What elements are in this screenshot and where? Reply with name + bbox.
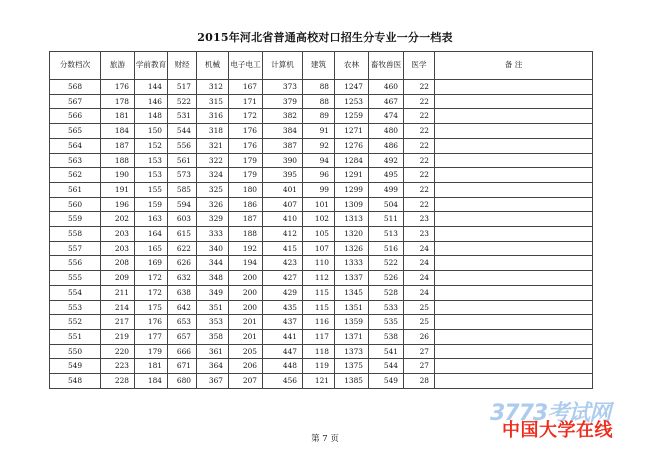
rank-cell: 22 [404, 109, 435, 124]
rank-cell: 1271 [335, 124, 369, 139]
score-cell: 551 [50, 329, 101, 344]
note-cell [435, 285, 593, 300]
note-cell [435, 344, 593, 359]
rank-cell: 504 [369, 197, 404, 212]
note-cell [435, 315, 593, 330]
rank-cell: 159 [135, 197, 168, 212]
table-row [50, 227, 593, 242]
rank-cell: 349 [197, 285, 229, 300]
table-row [50, 138, 593, 153]
note-cell [435, 94, 593, 109]
rank-cell: 26 [404, 329, 435, 344]
rank-cell: 115 [303, 300, 335, 315]
table-row [50, 168, 593, 183]
rank-cell: 437 [263, 315, 303, 330]
rank-cell: 155 [135, 182, 168, 197]
rank-cell: 1313 [335, 212, 369, 227]
rank-cell: 150 [135, 124, 168, 139]
rank-cell: 172 [229, 109, 263, 124]
rank-cell: 318 [197, 124, 229, 139]
rank-cell: 467 [369, 94, 404, 109]
rank-cell: 201 [229, 315, 263, 330]
column-header: 建筑 [303, 52, 335, 80]
score-cell: 550 [50, 344, 101, 359]
rank-cell: 1333 [335, 256, 369, 271]
column-header: 学前教育 [135, 52, 168, 80]
rank-cell: 511 [369, 212, 404, 227]
rank-cell: 390 [263, 153, 303, 168]
rank-cell: 22 [404, 94, 435, 109]
rank-cell: 638 [168, 285, 197, 300]
rank-cell: 594 [168, 197, 197, 212]
rank-cell: 541 [369, 344, 404, 359]
watermark-slogan: 中国大学在线 [502, 420, 613, 441]
rank-cell: 228 [101, 374, 135, 389]
rank-cell: 187 [101, 138, 135, 153]
rank-cell: 22 [404, 124, 435, 139]
rank-cell: 1337 [335, 271, 369, 286]
rank-cell: 22 [404, 153, 435, 168]
rank-cell: 202 [101, 212, 135, 227]
note-cell [435, 197, 593, 212]
rank-cell: 387 [263, 138, 303, 153]
rank-cell: 412 [263, 227, 303, 242]
rank-cell: 22 [404, 197, 435, 212]
rank-cell: 657 [168, 329, 197, 344]
rank-cell: 22 [404, 138, 435, 153]
table-row [50, 182, 593, 197]
table-body [50, 80, 593, 389]
note-cell [435, 256, 593, 271]
rank-cell: 415 [263, 241, 303, 256]
rank-cell: 456 [263, 374, 303, 389]
rank-cell: 615 [168, 227, 197, 242]
rank-cell: 205 [229, 344, 263, 359]
rank-cell: 324 [197, 168, 229, 183]
rank-cell: 163 [135, 212, 168, 227]
rank-cell: 544 [369, 359, 404, 374]
rank-cell: 105 [303, 227, 335, 242]
rank-cell: 188 [101, 153, 135, 168]
score-cell: 564 [50, 138, 101, 153]
rank-cell: 24 [404, 241, 435, 256]
score-cell: 557 [50, 241, 101, 256]
rank-cell: 181 [101, 109, 135, 124]
table-row [50, 374, 593, 389]
rank-cell: 219 [101, 329, 135, 344]
rank-cell: 653 [168, 315, 197, 330]
score-cell: 567 [50, 94, 101, 109]
rank-cell: 429 [263, 285, 303, 300]
rank-cell: 209 [101, 271, 135, 286]
rank-cell: 102 [303, 212, 335, 227]
rank-cell: 179 [229, 153, 263, 168]
rank-cell: 666 [168, 344, 197, 359]
rank-cell: 28 [404, 374, 435, 389]
score-cell: 566 [50, 109, 101, 124]
rank-cell: 410 [263, 212, 303, 227]
rank-cell: 435 [263, 300, 303, 315]
rank-cell: 25 [404, 315, 435, 330]
rank-cell: 395 [263, 168, 303, 183]
rank-cell: 401 [263, 182, 303, 197]
rank-cell: 513 [369, 227, 404, 242]
rank-cell: 603 [168, 212, 197, 227]
rank-cell: 22 [404, 80, 435, 95]
rank-cell: 316 [197, 109, 229, 124]
rank-cell: 333 [197, 227, 229, 242]
table-row [50, 197, 593, 212]
rank-cell: 190 [101, 168, 135, 183]
page-title: 2015年河北省普通高校对口招生分专业一分一档表 [197, 31, 453, 44]
rank-cell: 517 [168, 80, 197, 95]
rank-cell: 486 [369, 138, 404, 153]
rank-cell: 177 [135, 329, 168, 344]
rank-cell: 358 [197, 329, 229, 344]
score-cell: 562 [50, 168, 101, 183]
rank-cell: 88 [303, 80, 335, 95]
rank-cell: 25 [404, 300, 435, 315]
column-header: 备 注 [435, 52, 593, 80]
rank-cell: 92 [303, 138, 335, 153]
rank-cell: 367 [197, 374, 229, 389]
rank-cell: 118 [303, 344, 335, 359]
note-cell [435, 80, 593, 95]
rank-cell: 110 [303, 256, 335, 271]
rank-cell: 561 [168, 153, 197, 168]
rank-cell: 172 [135, 285, 168, 300]
rank-cell: 191 [101, 182, 135, 197]
rank-cell: 207 [229, 374, 263, 389]
rank-cell: 441 [263, 329, 303, 344]
rank-cell: 315 [197, 94, 229, 109]
rank-cell: 220 [101, 344, 135, 359]
score-cell: 553 [50, 300, 101, 315]
rank-cell: 407 [263, 197, 303, 212]
rank-cell: 544 [168, 124, 197, 139]
rank-cell: 22 [404, 182, 435, 197]
rank-cell: 642 [168, 300, 197, 315]
table-row [50, 109, 593, 124]
rank-cell: 1371 [335, 329, 369, 344]
rank-cell: 344 [197, 256, 229, 271]
rank-cell: 361 [197, 344, 229, 359]
table-row [50, 153, 593, 168]
rank-cell: 23 [404, 227, 435, 242]
rank-cell: 188 [229, 227, 263, 242]
table-row [50, 329, 593, 344]
note-cell [435, 182, 593, 197]
score-cell: 556 [50, 256, 101, 271]
rank-cell: 184 [135, 374, 168, 389]
rank-cell: 1385 [335, 374, 369, 389]
score-cell: 565 [50, 124, 101, 139]
rank-cell: 211 [101, 285, 135, 300]
rank-cell: 186 [229, 197, 263, 212]
rank-cell: 27 [404, 359, 435, 374]
rank-cell: 24 [404, 256, 435, 271]
column-header: 财经 [168, 52, 197, 80]
rank-cell: 671 [168, 359, 197, 374]
watermark-site-name: 3773考试网 [490, 401, 611, 426]
rank-cell: 1253 [335, 94, 369, 109]
rank-cell: 179 [135, 344, 168, 359]
rank-cell: 585 [168, 182, 197, 197]
rank-cell: 200 [229, 300, 263, 315]
rank-cell: 148 [135, 109, 168, 124]
column-header: 机械 [197, 52, 229, 80]
rank-cell: 1309 [335, 197, 369, 212]
rank-cell: 1320 [335, 227, 369, 242]
rank-cell: 169 [135, 256, 168, 271]
rank-cell: 223 [101, 359, 135, 374]
rank-cell: 99 [303, 182, 335, 197]
note-cell [435, 359, 593, 374]
rank-cell: 528 [369, 285, 404, 300]
rank-cell: 1359 [335, 315, 369, 330]
rank-cell: 573 [168, 168, 197, 183]
rank-cell: 1276 [335, 138, 369, 153]
rank-cell: 144 [135, 80, 168, 95]
rank-cell: 329 [197, 212, 229, 227]
rank-cell: 165 [135, 241, 168, 256]
rank-cell: 480 [369, 124, 404, 139]
rank-cell: 632 [168, 271, 197, 286]
note-cell [435, 329, 593, 344]
rank-cell: 96 [303, 168, 335, 183]
rank-cell: 153 [135, 168, 168, 183]
rank-cell: 112 [303, 271, 335, 286]
rank-cell: 176 [101, 80, 135, 95]
rank-cell: 176 [229, 124, 263, 139]
rank-cell: 556 [168, 138, 197, 153]
rank-cell: 382 [263, 109, 303, 124]
table-row [50, 315, 593, 330]
rank-cell: 326 [197, 197, 229, 212]
table-row [50, 285, 593, 300]
rank-cell: 1375 [335, 359, 369, 374]
rank-cell: 526 [369, 271, 404, 286]
rank-cell: 200 [229, 271, 263, 286]
rank-cell: 24 [404, 285, 435, 300]
rank-cell: 206 [229, 359, 263, 374]
score-cell: 560 [50, 197, 101, 212]
rank-cell: 88 [303, 94, 335, 109]
score-cell: 568 [50, 80, 101, 95]
rank-cell: 192 [229, 241, 263, 256]
rank-cell: 474 [369, 109, 404, 124]
rank-cell: 181 [135, 359, 168, 374]
score-cell: 561 [50, 182, 101, 197]
rank-cell: 353 [197, 315, 229, 330]
note-cell [435, 124, 593, 139]
rank-cell: 121 [303, 374, 335, 389]
rank-cell: 176 [135, 315, 168, 330]
rank-cell: 184 [101, 124, 135, 139]
table-row [50, 359, 593, 374]
rank-cell: 1351 [335, 300, 369, 315]
rank-cell: 180 [229, 182, 263, 197]
rank-cell: 152 [135, 138, 168, 153]
rank-cell: 203 [101, 241, 135, 256]
rank-cell: 447 [263, 344, 303, 359]
rank-cell: 535 [369, 315, 404, 330]
rank-cell: 1299 [335, 182, 369, 197]
column-header: 分数档次 [50, 52, 101, 80]
rank-cell: 351 [197, 300, 229, 315]
score-cell: 558 [50, 227, 101, 242]
rank-cell: 196 [101, 197, 135, 212]
rank-cell: 448 [263, 359, 303, 374]
rank-cell: 348 [197, 271, 229, 286]
rank-cell: 1259 [335, 109, 369, 124]
rank-cell: 107 [303, 241, 335, 256]
table-row [50, 241, 593, 256]
rank-cell: 153 [135, 153, 168, 168]
rank-cell: 217 [101, 315, 135, 330]
rank-cell: 538 [369, 329, 404, 344]
rank-cell: 203 [101, 227, 135, 242]
table-row [50, 271, 593, 286]
score-table [49, 51, 593, 389]
rank-cell: 116 [303, 315, 335, 330]
rank-cell: 22 [404, 168, 435, 183]
watermark-logo [490, 396, 640, 442]
column-header: 农林 [335, 52, 369, 80]
note-cell [435, 241, 593, 256]
score-cell: 552 [50, 315, 101, 330]
score-cell: 563 [50, 153, 101, 168]
table-row [50, 256, 593, 271]
rank-cell: 1326 [335, 241, 369, 256]
rank-cell: 1345 [335, 285, 369, 300]
rank-cell: 23 [404, 212, 435, 227]
rank-cell: 171 [229, 94, 263, 109]
rank-cell: 499 [369, 182, 404, 197]
rank-cell: 176 [229, 138, 263, 153]
score-cell: 554 [50, 285, 101, 300]
rank-cell: 164 [135, 227, 168, 242]
rank-cell: 495 [369, 168, 404, 183]
column-header: 电子电工 [229, 52, 263, 80]
rank-cell: 178 [101, 94, 135, 109]
rank-cell: 1291 [335, 168, 369, 183]
rank-cell: 460 [369, 80, 404, 95]
table-row [50, 212, 593, 227]
rank-cell: 208 [101, 256, 135, 271]
rank-cell: 522 [168, 94, 197, 109]
rank-cell: 214 [101, 300, 135, 315]
rank-cell: 680 [168, 374, 197, 389]
table-row [50, 94, 593, 109]
rank-cell: 27 [404, 344, 435, 359]
header-row [50, 52, 593, 80]
rank-cell: 522 [369, 256, 404, 271]
rank-cell: 322 [197, 153, 229, 168]
table-row [50, 300, 593, 315]
note-cell [435, 153, 593, 168]
rank-cell: 175 [135, 300, 168, 315]
rank-cell: 626 [168, 256, 197, 271]
rank-cell: 325 [197, 182, 229, 197]
score-cell: 559 [50, 212, 101, 227]
rank-cell: 201 [229, 329, 263, 344]
note-cell [435, 271, 593, 286]
table-row [50, 344, 593, 359]
rank-cell: 1373 [335, 344, 369, 359]
table-row [50, 80, 593, 95]
rank-cell: 340 [197, 241, 229, 256]
rank-cell: 516 [369, 241, 404, 256]
rank-cell: 117 [303, 329, 335, 344]
rank-cell: 91 [303, 124, 335, 139]
rank-cell: 115 [303, 285, 335, 300]
rank-cell: 533 [369, 300, 404, 315]
rank-cell: 187 [229, 212, 263, 227]
column-header: 畜牧兽医 [369, 52, 404, 80]
note-cell [435, 212, 593, 227]
rank-cell: 24 [404, 271, 435, 286]
note-cell [435, 300, 593, 315]
rank-cell: 492 [369, 153, 404, 168]
note-cell [435, 109, 593, 124]
rank-cell: 312 [197, 80, 229, 95]
rank-cell: 379 [263, 94, 303, 109]
column-header: 医学 [404, 52, 435, 80]
rank-cell: 427 [263, 271, 303, 286]
rank-cell: 549 [369, 374, 404, 389]
rank-cell: 384 [263, 124, 303, 139]
rank-cell: 119 [303, 359, 335, 374]
rank-cell: 172 [135, 271, 168, 286]
rank-cell: 364 [197, 359, 229, 374]
score-cell: 555 [50, 271, 101, 286]
rank-cell: 89 [303, 109, 335, 124]
rank-cell: 531 [168, 109, 197, 124]
rank-cell: 1284 [335, 153, 369, 168]
score-cell: 548 [50, 374, 101, 389]
rank-cell: 94 [303, 153, 335, 168]
column-header: 旅游 [101, 52, 135, 80]
rank-cell: 373 [263, 80, 303, 95]
note-cell [435, 227, 593, 242]
rank-cell: 101 [303, 197, 335, 212]
table-row [50, 124, 593, 139]
rank-cell: 179 [229, 168, 263, 183]
note-cell [435, 374, 593, 389]
rank-cell: 321 [197, 138, 229, 153]
rank-cell: 200 [229, 285, 263, 300]
rank-cell: 167 [229, 80, 263, 95]
rank-cell: 146 [135, 94, 168, 109]
rank-cell: 423 [263, 256, 303, 271]
score-table-container [49, 51, 593, 389]
score-cell: 549 [50, 359, 101, 374]
note-cell [435, 168, 593, 183]
note-cell [435, 138, 593, 153]
rank-cell: 194 [229, 256, 263, 271]
rank-cell: 1247 [335, 80, 369, 95]
page-number: 第 7 页 [311, 434, 339, 444]
rank-cell: 622 [168, 241, 197, 256]
column-header: 计算机 [263, 52, 303, 80]
